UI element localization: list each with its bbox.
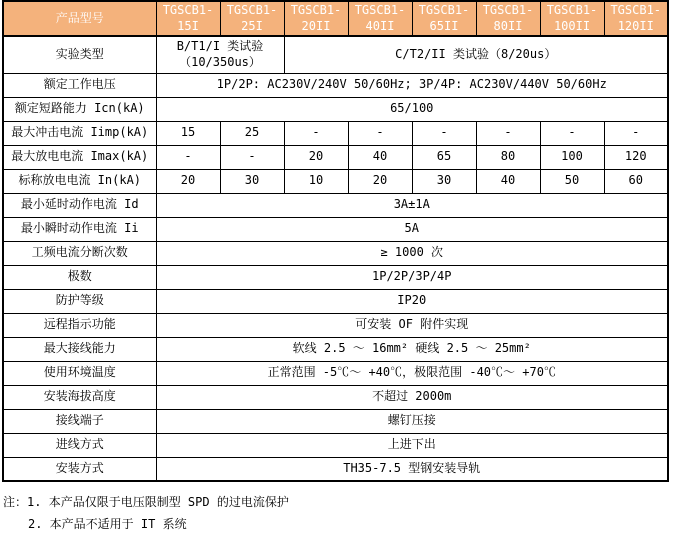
table-row-ii-current xyxy=(3,217,668,241)
row-label: 最小瞬时动作电流 Ii xyxy=(3,217,156,241)
spec-value-cell: 65/100 xyxy=(156,97,668,121)
row-label: 接线端子 xyxy=(3,409,156,433)
table-row-protection-grade xyxy=(3,289,668,313)
spec-value-cell: - xyxy=(284,121,348,145)
spec-value-cell: 正常范围 -5℃～ +40℃，极限范围 -40℃～ +70℃ xyxy=(156,361,668,385)
spec-value-cell: 10 xyxy=(284,169,348,193)
spec-value-cell: 80 xyxy=(476,145,540,169)
spec-value-cell: - xyxy=(348,121,412,145)
table-row-altitude xyxy=(3,385,668,409)
spec-value-cell: 40 xyxy=(348,145,412,169)
spec-value-cell: TH35-7.5 型钢安装导轨 xyxy=(156,457,668,481)
row-label: 安装海拔高度 xyxy=(3,385,156,409)
spec-value-cell: 50 xyxy=(540,169,604,193)
table-header-row xyxy=(3,1,668,36)
spec-value-cell: - xyxy=(156,145,220,169)
spec-value-cell: 上进下出 xyxy=(156,433,668,457)
row-label: 最大冲击电流 Iimp(kA) xyxy=(3,121,156,145)
row-label: 额定短路能力 Icn(kA) xyxy=(3,97,156,121)
model-column-header: TGSCB1-20II xyxy=(284,1,348,36)
table-row-iimp xyxy=(3,121,668,145)
spec-value-cell: 100 xyxy=(540,145,604,169)
row-label: 安装方式 xyxy=(3,457,156,481)
model-column-header: TGSCB1-80II xyxy=(476,1,540,36)
table-row-test-type xyxy=(3,36,668,73)
table-row-imax xyxy=(3,145,668,169)
table-row-mounting xyxy=(3,457,668,481)
row-label: 防护等级 xyxy=(3,289,156,313)
product-model-header: 产品型号 xyxy=(3,1,156,36)
table-row-short-circuit xyxy=(3,97,668,121)
row-label: 额定工作电压 xyxy=(3,73,156,97)
spec-value-cell: 15 xyxy=(156,121,220,145)
row-label: 最大接线能力 xyxy=(3,337,156,361)
table-row-breaking-times xyxy=(3,241,668,265)
row-label: 实验类型 xyxy=(3,36,156,73)
footnote-line-1 xyxy=(3,491,673,513)
table-row-wire-entry xyxy=(3,433,668,457)
row-label: 最小延时动作电流 Id xyxy=(3,193,156,217)
table-row-in xyxy=(3,169,668,193)
spec-value-cell: 65 xyxy=(412,145,476,169)
product-spec-table xyxy=(2,0,669,482)
spec-value-cell: - xyxy=(412,121,476,145)
footnote-line-2: 2. 本产品不适用于 IT 系统 xyxy=(28,517,187,532)
row-label: 使用环境温度 xyxy=(3,361,156,385)
footnote-text-1: 1. 本产品仅限于电压限制型 SPD 的过电流保护 xyxy=(27,495,289,510)
table-row-poles xyxy=(3,265,668,289)
spec-value-cell: 30 xyxy=(220,169,284,193)
spec-value-cell: 不超过 2000m xyxy=(156,385,668,409)
model-column-header: TGSCB1-100II xyxy=(540,1,604,36)
model-column-header: TGSCB1-120II xyxy=(604,1,668,36)
spec-value-cell: - xyxy=(540,121,604,145)
spec-value-cell: 40 xyxy=(476,169,540,193)
table-row-ambient-temperature xyxy=(3,361,668,385)
spec-value-cell: 20 xyxy=(348,169,412,193)
row-label: 极数 xyxy=(3,265,156,289)
row-label: 工频电流分断次数 xyxy=(3,241,156,265)
row-label: 远程指示功能 xyxy=(3,313,156,337)
table-row-rated-voltage xyxy=(3,73,668,97)
spec-value-cell: 螺钉压接 xyxy=(156,409,668,433)
spec-value-cell: ≥ 1000 次 xyxy=(156,241,668,265)
table-row-remote-indication xyxy=(3,313,668,337)
model-column-header: TGSCB1-15I xyxy=(156,1,220,36)
spec-value-cell: 1P/2P/3P/4P xyxy=(156,265,668,289)
spec-value-cell: 20 xyxy=(284,145,348,169)
spec-value-cell: 120 xyxy=(604,145,668,169)
row-label: 最大放电电流 Imax(kA) xyxy=(3,145,156,169)
model-column-header: TGSCB1-65II xyxy=(412,1,476,36)
row-label: 进线方式 xyxy=(3,433,156,457)
spec-value-cell: IP20 xyxy=(156,289,668,313)
model-column-header: TGSCB1-40II xyxy=(348,1,412,36)
spec-value-cell: 可安装 OF 附件实现 xyxy=(156,313,668,337)
table-row-id-current xyxy=(3,193,668,217)
spec-value-cell: - xyxy=(604,121,668,145)
spec-value-cell: C/T2/II 类试验（8/20us） xyxy=(284,36,668,73)
spec-value-cell: 25 xyxy=(220,121,284,145)
spec-value-cell: 软线 2.5 ～ 16mm² 硬线 2.5 ～ 25mm² xyxy=(156,337,668,361)
spec-value-cell: 5A xyxy=(156,217,668,241)
spec-value-cell: 3A±1A xyxy=(156,193,668,217)
model-column-header: TGSCB1-25I xyxy=(220,1,284,36)
footnotes xyxy=(3,491,673,533)
spec-value-cell: - xyxy=(476,121,540,145)
spec-value-cell: 30 xyxy=(412,169,476,193)
spec-value-cell: B/T1/I 类试验（10/350us） xyxy=(156,36,284,73)
spec-value-cell: - xyxy=(220,145,284,169)
row-label: 标称放电电流 In(kA) xyxy=(3,169,156,193)
spec-value-cell: 20 xyxy=(156,169,220,193)
table-row-terminal xyxy=(3,409,668,433)
table-row-wiring-capacity xyxy=(3,337,668,361)
spec-value-cell: 1P/2P: AC230V/240V 50/60Hz; 3P/4P: AC230V/440V 50/60Hz xyxy=(156,73,668,97)
spec-value-cell: 60 xyxy=(604,169,668,193)
footnote-prefix: 注： xyxy=(3,495,28,510)
